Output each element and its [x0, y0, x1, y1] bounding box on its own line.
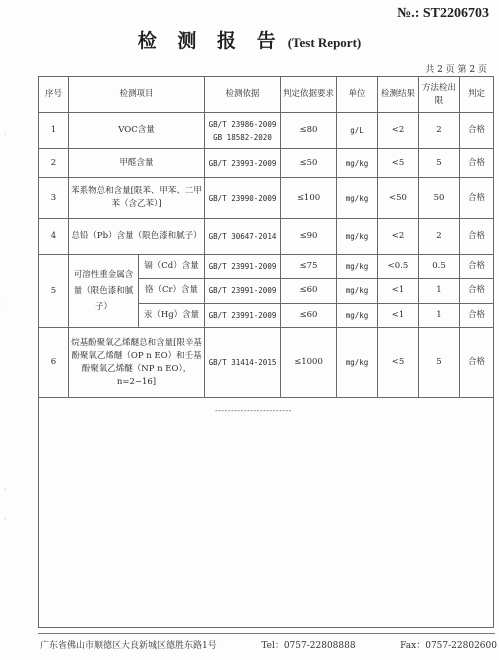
cell-basis: GB/T 23991-2009 — [205, 255, 281, 279]
table-blank-area — [39, 398, 494, 628]
cell-limit: 50 — [419, 178, 460, 219]
cell-seq: 2 — [39, 149, 69, 178]
table-row — [39, 255, 494, 279]
cell-verdict: 合格 — [460, 255, 494, 279]
scan-dot: · — [4, 515, 7, 524]
cell-verdict: 合格 — [460, 303, 494, 327]
cell-item-group — [69, 255, 205, 328]
test-results-table — [38, 76, 494, 628]
cell-item: VOC含量 — [69, 113, 205, 149]
blank-cell — [39, 398, 494, 628]
scan-dot: · — [4, 300, 7, 309]
cell-verdict: 合格 — [460, 149, 494, 178]
header-requirement: 判定依据要求 — [281, 77, 337, 113]
cell-result: <0.5 — [378, 255, 419, 279]
cell-unit: mg/kg — [337, 178, 378, 219]
cell-limit: 5 — [419, 149, 460, 178]
table-row — [39, 149, 494, 178]
cell-verdict: 合格 — [460, 328, 494, 398]
cell-result: <50 — [378, 178, 419, 219]
cell-basis — [205, 113, 281, 149]
cell-basis: GB/T 23993-2009 — [205, 149, 281, 178]
cell-seq: 4 — [39, 219, 69, 255]
cell-requirement: ≤90 — [281, 219, 337, 255]
report-title — [0, 26, 499, 53]
footer-fax: Fax：0757-22802600 — [400, 641, 497, 651]
cell-item: 总铅（Pb）含量（限色漆和腻子） — [69, 219, 205, 255]
cell-requirement: ≤100 — [281, 178, 337, 219]
cell-verdict: 合格 — [460, 113, 494, 149]
heavy-metal-subtable — [69, 255, 204, 327]
cell-unit: mg/kg — [337, 149, 378, 178]
title-main: 检 测 报 告 — [137, 30, 283, 52]
cell-basis: GB/T 23991-2009 — [205, 303, 281, 327]
cell-unit: mg/kg — [337, 279, 378, 303]
scan-dot: · — [4, 130, 7, 139]
cell-unit: mg/kg — [337, 303, 378, 327]
scan-dot: · — [4, 485, 7, 494]
metal-name-cr: 铬（Cr）含量 — [139, 279, 204, 303]
heavy-metal-group-label: 可溶性重金属含量（限色漆和腻子） — [69, 255, 139, 327]
cell-basis: GB/T 23990-2009 — [205, 178, 281, 219]
cell-seq: 6 — [39, 328, 69, 398]
metal-name-cd: 镉（Cd）含量 — [139, 255, 204, 279]
cell-item: 烷基酚聚氧乙烯醚总和含量[限辛基酚聚氧乙烯醚（OP n EO）和壬基酚聚氧乙烯醚（NP n EO），n=2~16] — [69, 328, 205, 398]
footer-address: 广东省佛山市顺德区大良新城区德胜东路1号 — [40, 641, 217, 651]
cell-verdict: 合格 — [460, 178, 494, 219]
cell-result: <2 — [378, 219, 419, 255]
cell-requirement: ≤50 — [281, 149, 337, 178]
heavy-metal-names — [139, 255, 204, 327]
header-limit: 方法检出限 — [419, 77, 460, 113]
footer-divider — [38, 633, 495, 634]
header-item: 检测项目 — [69, 77, 205, 113]
cell-requirement: ≤60 — [281, 303, 337, 327]
cell-requirement: ≤75 — [281, 255, 337, 279]
cell-verdict: 合格 — [460, 279, 494, 303]
header-seq: 序号 — [39, 77, 69, 113]
footer-tel: Tel：0757-22808888 — [261, 641, 356, 651]
cell-limit: 1 — [419, 303, 460, 327]
cell-seq: 5 — [39, 255, 69, 328]
table-row — [39, 178, 494, 219]
report-number: №.: ST2206703 — [397, 6, 489, 21]
cell-unit: mg/kg — [337, 328, 378, 398]
cell-result: <1 — [378, 279, 419, 303]
cell-basis: GB/T 31414-2015 — [205, 328, 281, 398]
basis-line-2: GB 18582-2020 — [213, 132, 272, 142]
table-header-row — [39, 77, 494, 113]
cell-limit: 1 — [419, 279, 460, 303]
cell-seq: 3 — [39, 178, 69, 219]
cell-limit: 2 — [419, 113, 460, 149]
end-of-report-mark: ------------------------ — [215, 406, 292, 415]
cell-seq: 1 — [39, 113, 69, 149]
cell-limit: 0.5 — [419, 255, 460, 279]
cell-requirement: ≤1000 — [281, 328, 337, 398]
cell-verdict: 合格 — [460, 219, 494, 255]
header-result: 检测结果 — [378, 77, 419, 113]
header-basis: 检测依据 — [205, 77, 281, 113]
cell-result: <1 — [378, 303, 419, 327]
cell-requirement: ≤80 — [281, 113, 337, 149]
cell-basis: GB/T 23991-2009 — [205, 279, 281, 303]
cell-unit: mg/kg — [337, 219, 378, 255]
cell-result: <5 — [378, 328, 419, 398]
cell-result: <5 — [378, 149, 419, 178]
basis-line-1: GB/T 23986-2009 — [208, 119, 277, 129]
cell-result: <2 — [378, 113, 419, 149]
metal-name-hg: 汞（Hg）含量 — [143, 309, 200, 320]
cell-item: 甲醛含量 — [69, 149, 205, 178]
cell-requirement: ≤60 — [281, 279, 337, 303]
cell-basis: GB/T 30647-2014 — [205, 219, 281, 255]
cell-unit: mg/kg — [337, 255, 378, 279]
cell-item: 苯系物总和含量[限苯、甲苯、二甲苯（含乙苯）] — [69, 178, 205, 219]
cell-limit: 5 — [419, 328, 460, 398]
page-indicator: 共 2 页 第 2 页 — [425, 65, 487, 75]
header-unit: 单位 — [337, 77, 378, 113]
footer — [40, 638, 497, 651]
cell-limit: 2 — [419, 219, 460, 255]
table-row — [39, 328, 494, 398]
title-english: (Test Report) — [287, 35, 362, 50]
table-row — [39, 219, 494, 255]
cell-unit: g/L — [337, 113, 378, 149]
header-verdict: 判定 — [460, 77, 494, 113]
table-row — [39, 113, 494, 149]
